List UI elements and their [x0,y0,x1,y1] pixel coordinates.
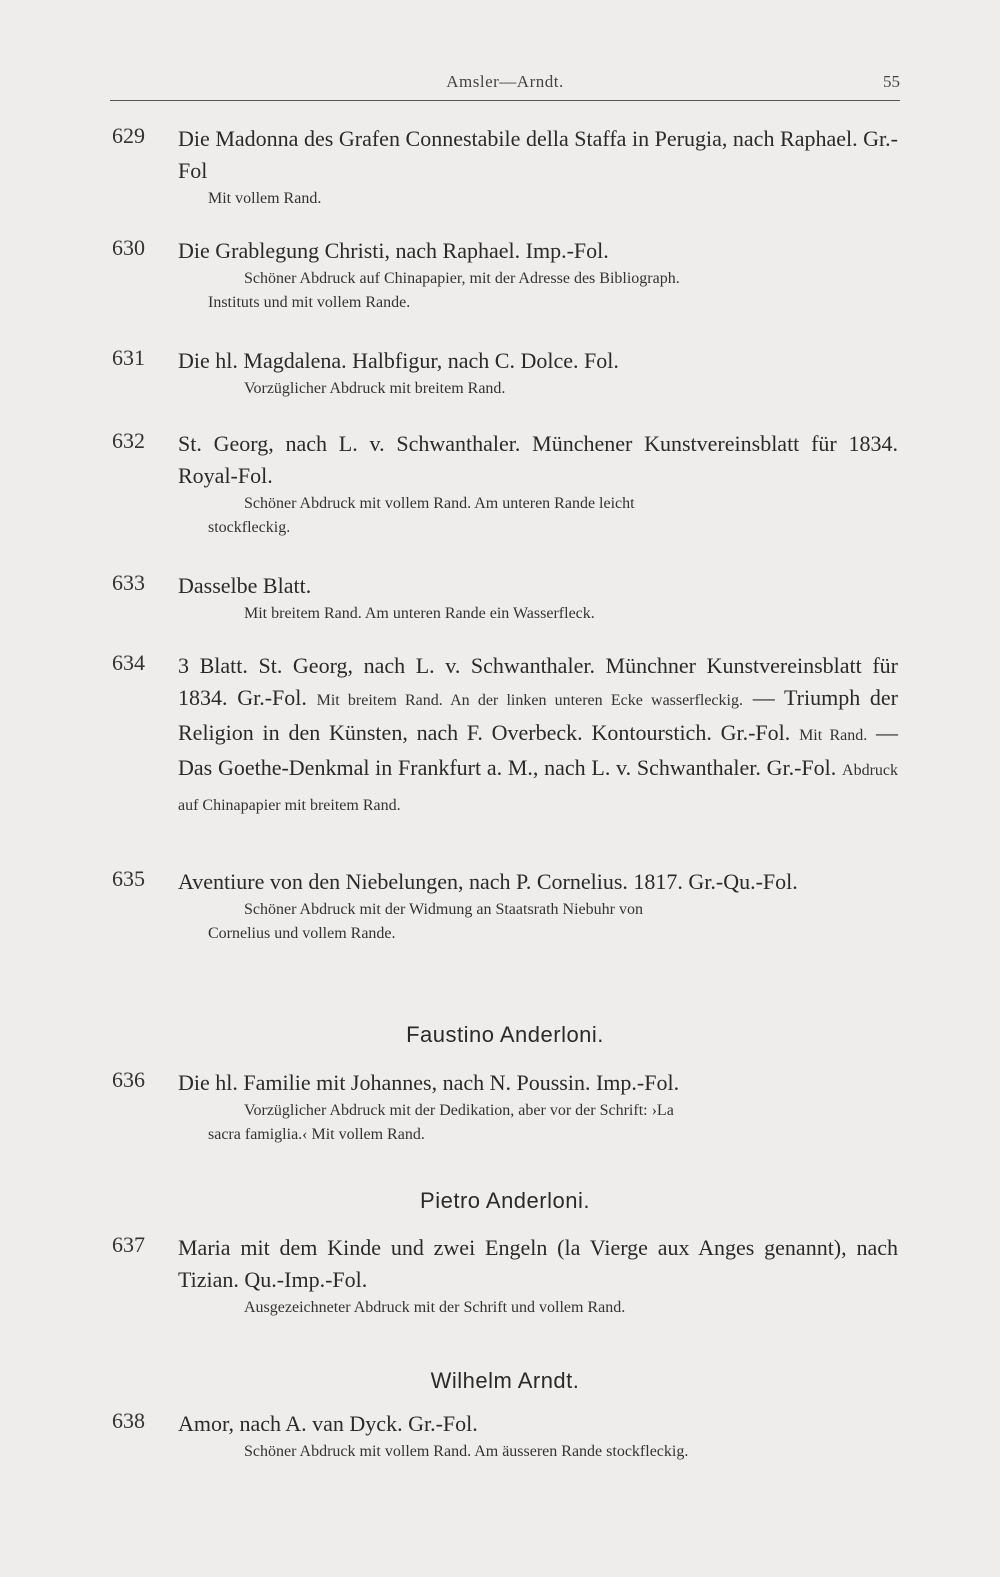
entry-note: Schöner Abdruck mit vollem Rand. Am unteren Rande leicht stockfleckig. [208,495,635,536]
entry-number: 635 [112,866,145,891]
catalog-entry-637 [112,1232,898,1320]
artist-heading-faustino-anderloni: Faustino Anderloni. [406,1022,604,1047]
entry-title: Die Grablegung Christi, nach Raphael. Imp.-Fol. [178,238,609,263]
entry-number: 632 [112,428,145,453]
entry-number: 636 [112,1067,145,1092]
entry-note: Mit breitem Rand. Am unteren Rande ein Wasserfleck. [244,605,595,622]
catalog-entry-630 [112,235,898,315]
entry-note: Vorzüglicher Abdruck mit breitem Rand. [244,380,506,397]
entry-number: 637 [112,1232,145,1257]
entry-number: 631 [112,345,145,370]
running-title: Amsler—Arndt. [446,72,564,91]
catalog-entry-632 [112,428,898,540]
entry-title: Die hl. Magdalena. Halbfigur, nach C. Dolce. Fol. [178,348,619,373]
catalog-entry-631 [112,345,898,401]
artist-heading-pietro-anderloni: Pietro Anderloni. [420,1188,590,1213]
entry-note: Schöner Abdruck mit vollem Rand. Am äusseren Rande stockfleckig. [244,1443,689,1460]
catalog-entry-633 [112,570,898,626]
entry-number: 638 [112,1408,145,1433]
entry-title: St. Georg, nach L. v. Schwanthaler. Münchener Kunstvereinsblatt für 1834. Royal-Fol. [178,431,898,488]
catalog-entry-635 [112,866,898,946]
entry-number: 633 [112,570,145,595]
entry-number: 634 [112,650,145,675]
entry-note: Vorzüglicher Abdruck mit der Dedikation, aber vor der Schrift: ›La sacra famiglia.‹ Mit vollem Rand. [208,1102,674,1143]
entry-number: 629 [112,123,145,148]
entry-title: Die hl. Familie mit Johannes, nach N. Poussin. Imp.-Fol. [178,1070,680,1095]
entry-title: Aventiure von den Niebelungen, nach P. Cornelius. 1817. Gr.-Qu.-Fol. [178,869,798,894]
page-header [110,68,900,100]
entry-note: Schöner Abdruck mit der Widmung an Staatsrath Niebuhr von Cornelius und vollem Rande. [208,901,643,942]
entry-title: 3 Blatt. St. Georg, nach L. v. Schwanthaler. Münchner Kunstvereinsblatt für 1834. Gr.-Fol. Mit breitem Rand. An der linken unteren Ecke wasserfleckig. — Triumph der Religion in den Künsten, nach F. Overbeck. Kontourstich. Gr.-Fol. Mit Rand. — Das Goethe-Denkmal in Frankfurt a. M., nach L. v. Schwanthaler. Gr.-Fol. Abdruck auf Chinapapier mit breitem Rand. [178,653,899,814]
entry-title: Dasselbe Blatt. [178,573,312,598]
catalog-entry-629 [112,123,898,211]
entry-title: Die Madonna des Grafen Connestabile della Staffa in Perugia, nach Raphael. Gr.-Fol [178,126,898,183]
catalog-entry-638 [112,1408,898,1464]
entry-note: Ausgezeichneter Abdruck mit der Schrift und vollem Rand. [244,1299,626,1316]
entry-title: Maria mit dem Kinde und zwei Engeln (la Vierge aux Anges genannt), nach Tizian. Qu.-Imp.-Fol. [178,1235,898,1292]
entry-note: Schöner Abdruck auf Chinapapier, mit der Adresse des Bibliograph. Instituts und mit vollem Rande. [208,270,680,311]
page-number: 55 [883,72,900,91]
entry-number: 630 [112,235,145,260]
catalog-entry-634 [112,650,898,822]
artist-heading-wilhelm-arndt: Wilhelm Arndt. [430,1368,580,1393]
entry-note: Mit vollem Rand. [208,190,322,207]
catalog-entry-636 [112,1067,898,1147]
entry-title: Amor, nach A. van Dyck. Gr.-Fol. [178,1411,478,1436]
header-rule [110,100,900,101]
